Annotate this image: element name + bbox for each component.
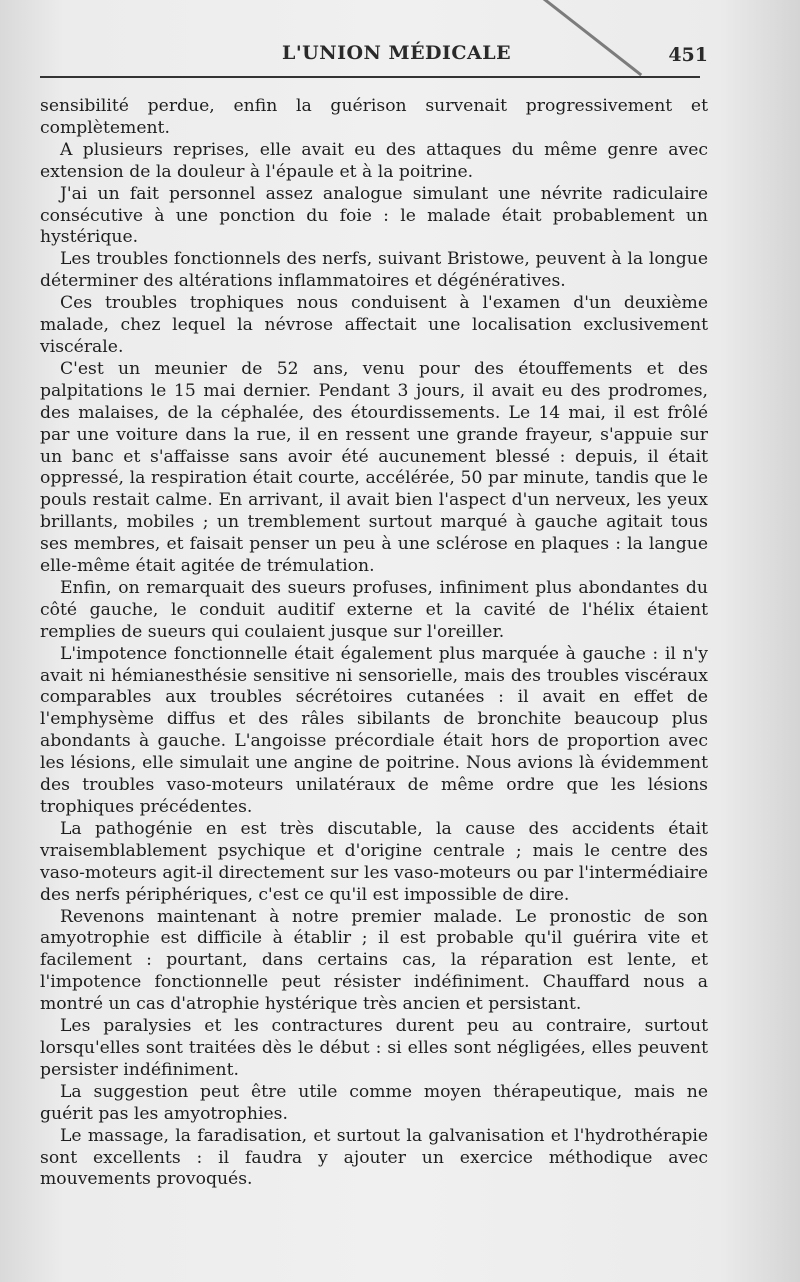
paragraph: La pathogénie en est très discutable, la cause des accidents était vraisemblablement psychique et d'origine centrale ; mais le centre des vaso-moteurs agit-il directement sur les vaso-moteurs ou par l'intermédiaire des nerfs périphériques, c'est ce qu'il est impossible de dire.: [40, 818, 708, 905]
article-body: [40, 96, 708, 1191]
header-rule: [40, 76, 700, 78]
paragraph: J'ai un fait personnel assez analogue simulant une névrite radiculaire consécutive à une ponction du foie : le malade était probablement un hystérique.: [40, 183, 708, 248]
page-number: 451: [668, 44, 708, 66]
paragraph: Le massage, la faradisation, et surtout la galvanisation et l'hydrothérapie sont excellents : il faudra y ajouter un exercice méthodique avec mouvements provoqués.: [40, 1125, 708, 1190]
paragraph: Ces troubles trophiques nous conduisent à l'examen d'un deuxième malade, chez lequel la névrose affectait une localisation exclusivement viscérale.: [40, 293, 708, 357]
paragraph: L'impotence fonctionnelle était également plus marquée à gauche : il n'y avait ni hémianesthésie sensitive ni sensorielle, mais des troubles viscéraux comparables aux troubles sécrétoires cutanées : il avait en effet de l'emphysème diffus et des râles sibilants de bronchite beaucoup plus abondants à gauche. L'angoisse précordiale était hors de proportion avec les lésions, elle simulait une angine de poitrine. Nous avions là évidemment des troubles vaso-moteurs unilatéraux de même ordre que les lésions trophiques précédentes.: [40, 643, 708, 817]
paragraph: A plusieurs reprises, elle avait eu des attaques du même genre avec extension de la douleur à l'épaule et à la poitrine.: [40, 139, 708, 182]
paragraph: sensibilité perdue, enfin la guérison survenait progressivement et complètement.: [40, 96, 708, 138]
paragraph: C'est un meunier de 52 ans, venu pour des étouffements et des palpitations le 15 mai dernier. Pendant 3 jours, il avait eu des prodromes, des malaises, de la céphalée, des étourdissements. Le 14 mai, il est frôlé par une voiture dans la rue, il en ressent une grande frayeur, s'appuie sur un banc et s'affaisse sans avoir été aucunement blessé : depuis, il était oppressé, la respiration était courte, accélérée, 50 par minute, tandis que le pouls restait calme. En arrivant, il avait bien l'aspect d'un nerveux, les yeux brillants, mobiles ; un tremblement surtout marqué à gauche agitait tous ses membres, et faisait penser un peu à une sclérose en plaques : la langue elle-même était agitée de trémulation.: [40, 358, 708, 577]
paragraph: Les troubles fonctionnels des nerfs, suivant Bristowe, peuvent à la longue déterminer des altérations inflammatoires et dégénératives.: [40, 249, 708, 292]
paragraph: La suggestion peut être utile comme moyen thérapeutique, mais ne guérit pas les amyotrophies.: [40, 1081, 708, 1124]
paragraph: Les paralysies et les contractures durent peu au contraire, surtout lorsqu'elles sont traitées dès le début : si elles sont négligées, elles peuvent persister indéfiniment.: [40, 1016, 708, 1080]
page-header: [40, 42, 708, 72]
running-title: L'UNION MÉDICALE: [282, 42, 512, 64]
paragraph: Enfin, on remarquait des sueurs profuses, infiniment plus abondantes du côté gauche, le conduit auditif externe et la cavité de l'hélix étaient remplies de sueurs qui coulaient jusque sur l'oreiller.: [40, 577, 708, 642]
paragraph: Revenons maintenant à notre premier malade. Le pronostic de son amyotrophie est difficile à établir ; il est probable qu'il guérira vite et facilement : pourtant, dans certains cas, la réparation est lente, et l'impotence fonctionnelle peut résister indéfiniment. Chauffard nous a montré un cas d'atrophie hystérique très ancien et persistant.: [40, 906, 708, 1015]
